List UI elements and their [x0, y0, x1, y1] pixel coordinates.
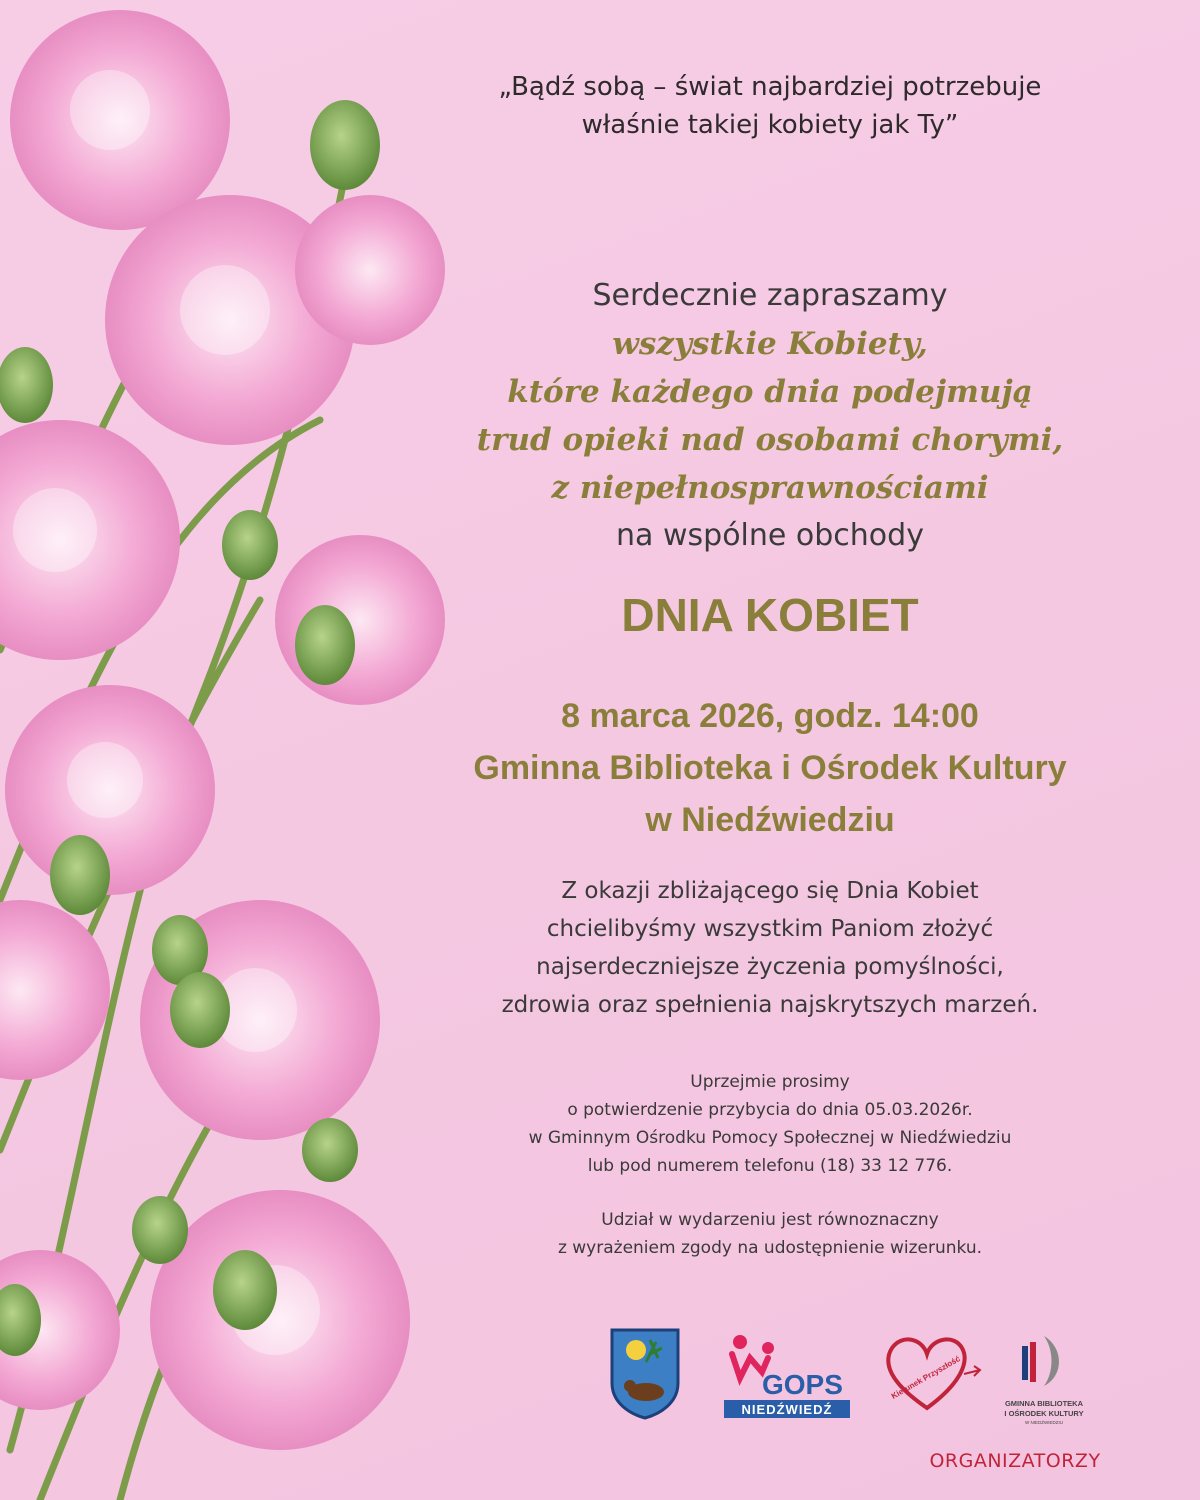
kierunek-przyszlosc-heart-logo — [882, 1334, 982, 1414]
quote-line-1: „Bądź sobą – świat najbardziej potrzebuje — [498, 72, 1042, 102]
gops-logo — [722, 1332, 852, 1418]
rsvp-line-3: w Gminnym Ośrodku Pomocy Społecznej w Niedźwiedziu — [528, 1128, 1012, 1148]
roses-illustration — [0, 0, 500, 1500]
heart-text: Kierunek Przyszłość — [889, 1354, 962, 1401]
event-venue-line-2: w Niedźwiedziu — [645, 801, 895, 839]
library-line-2: I OŚRODEK KULTURY — [1004, 1409, 1084, 1418]
library-line-3: W NIEDŹWIEDZIU — [1025, 1420, 1063, 1425]
invite-line-5: z niepełnosprawnościami — [551, 470, 989, 506]
rsvp-line-2: o potwierdzenie przybycia do dnia 05.03.2026r. — [567, 1100, 973, 1120]
invite-line-1: Serdecznie zapraszamy — [592, 278, 948, 313]
invite-line-2: wszystkie Kobiety, — [612, 326, 928, 362]
invite-line-4: trud opieki nad osobami chorymi, — [476, 422, 1064, 458]
quote — [440, 68, 1100, 144]
wishes-line-4: zdrowia oraz spełnienia najskrytszych marzeń. — [501, 992, 1039, 1018]
consent-line-2: z wyrażeniem zgody na udostępnienie wizerunku. — [557, 1238, 983, 1258]
library-line-1: GMINNA BIBLIOTEKA — [1004, 1399, 1084, 1408]
event-venue-line-1: Gminna Biblioteka i Ośrodek Kultury — [473, 749, 1067, 787]
rsvp-text — [440, 1068, 1100, 1180]
gops-name: GOPS — [762, 1369, 843, 1400]
organizer-logos — [600, 1324, 1100, 1434]
consent-note — [440, 1206, 1100, 1262]
wishes-line-1: Z okazji zbliżającego się Dnia Kobiet — [561, 878, 979, 904]
wishes-line-2: chcielibyśmy wszystkim Paniom złożyć — [546, 916, 994, 942]
rsvp-line-4: lub pod numerem telefonu (18) 33 12 776. — [587, 1156, 953, 1176]
wishes-line-3: najserdeczniejsze życzenia pomyślności, — [536, 954, 1004, 980]
event-title: DNIA KOBIET — [621, 589, 919, 641]
quote-line-2: właśnie takiej kobiety jak Ty” — [581, 110, 959, 140]
invite-line-6: na wspólne obchody — [616, 518, 924, 553]
gops-place: NIEDŹWIEDŹ — [741, 1402, 833, 1417]
organizers-label: ORGANIZATORZY — [929, 1450, 1101, 1472]
event-datetime: 8 marca 2026, godz. 14:00 — [561, 697, 979, 735]
coat-of-arms-logo — [610, 1328, 680, 1420]
event-details — [440, 690, 1100, 846]
library-logo — [992, 1328, 1096, 1432]
rsvp-line-1: Uprzejmie prosimy — [690, 1072, 850, 1092]
consent-line-1: Udział w wydarzeniu jest równoznaczny — [601, 1210, 939, 1230]
invitation-text — [440, 272, 1100, 560]
wishes-text — [440, 872, 1100, 1024]
invite-line-3: które każdego dnia podejmują — [507, 374, 1033, 410]
